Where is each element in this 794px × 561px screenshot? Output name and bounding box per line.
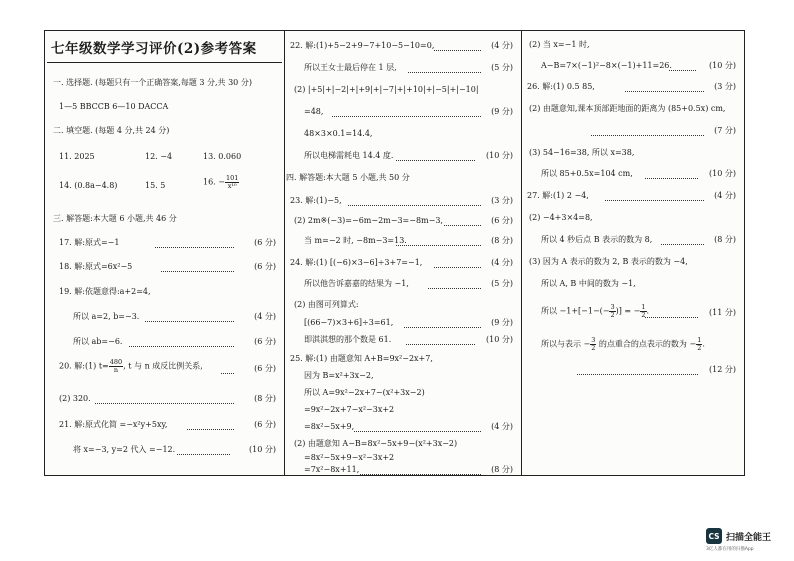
answer-25-part2: (2) 由题意知 A−B=8x²−5x+9−(x²+3x−2)	[294, 439, 458, 448]
answer-27-calc: 所以 −1+[−1−(− $\frac{3}{2}$ )] = − $\frac{1}{2}$ .	[541, 303, 650, 319]
answer-14: 14. (0.8a−4.8)	[59, 181, 118, 190]
answer-25-step2: 所以 A=9x²−2x+7−(x²+3x−2)	[304, 388, 425, 397]
leader-dots	[332, 116, 481, 117]
answer-19: 19. 解:依题意得:a+2=4,	[59, 287, 151, 296]
section-1-heading: 一. 选择题. (每题只有一个正确答案,每题 3 分,共 30 分)	[53, 78, 252, 87]
score-21: (6 分)	[254, 420, 276, 429]
leader-dots	[155, 247, 234, 248]
answer-25-step5: =8x²−5x+9−x²−3x+2	[304, 453, 395, 462]
fraction: $\frac{1}{2}$	[697, 336, 702, 352]
score-25-part2: (8 分)	[491, 465, 513, 474]
leader-dots	[408, 72, 481, 73]
leader-dots	[396, 160, 475, 161]
answer-19-step: 所以 a=2, b=−3.	[73, 312, 140, 321]
scanner-app-name: 扫描全能王	[726, 532, 772, 543]
leader-dots	[187, 429, 234, 430]
scanner-tagline: 3亿人都在用的扫描App	[706, 547, 754, 552]
score-21-final: (10 分)	[249, 445, 276, 454]
leader-dots	[129, 346, 234, 347]
answer-21-final: 将 x=−3, y=2 代入 =−12.	[73, 445, 176, 454]
score-17: (6 分)	[254, 238, 276, 247]
score-27-step: (8 分)	[714, 235, 736, 244]
score-23-final: (8 分)	[491, 236, 513, 245]
scanner-logo-icon: CS	[706, 528, 722, 544]
fraction: $\frac{3}{2}$	[591, 336, 596, 352]
scanner-watermark	[706, 528, 771, 544]
leader-dots	[221, 373, 234, 374]
leader-dots	[669, 70, 696, 71]
leader-dots	[434, 50, 481, 51]
score-25: (4 分)	[491, 422, 513, 431]
answer-24-final: 即淇淇想的那个数是 61.	[304, 335, 392, 344]
answer-25-step4: =8x²−5x+9,	[304, 422, 355, 431]
score-26: (3 分)	[714, 82, 736, 91]
answer-20: 20. 解:(1) t= $\frac{480}{n}$ , t 与 n 成反比例关系,	[59, 358, 203, 374]
section-4-heading: 四. 解答题:本大题 5 小题,共 50 分	[286, 173, 410, 182]
leader-dots	[95, 403, 234, 404]
leader-dots	[661, 244, 704, 245]
score-23: (3 分)	[491, 196, 513, 205]
fraction: $\frac{101}{\text{x¹⁰}}$	[225, 174, 239, 190]
leader-dots	[428, 288, 481, 289]
leader-dots	[360, 474, 481, 475]
answer-26: 26. 解:(1) 0.5 85,	[527, 82, 595, 91]
score-19-final: (6 分)	[254, 337, 276, 346]
answer-22-step: 所以王女士最后停在 1 层,	[304, 63, 397, 72]
score-18: (6 分)	[254, 262, 276, 271]
answer-23-part2: (2) 2m※(−3)=−6m−2m−3=−8m−3,	[294, 216, 443, 225]
fraction: $\frac{3}{2}$	[610, 303, 615, 319]
answer-12: 12. −4	[145, 152, 173, 161]
answer-25: 25. 解:(1) 由题意知 A+B=9x²−2x+7,	[290, 354, 433, 363]
answer-24-part2: (2) 由图可列算式:	[294, 300, 359, 309]
answer-26-part3: (3) 54−16=38, 所以 x=38,	[529, 148, 635, 157]
answer-25-part3: (2) 当 x=−1 时,	[529, 40, 590, 49]
answer-25-result: A−B=7×(−1)²−8×(−1)+11=26.	[541, 61, 672, 70]
answer-22-final: 所以电梯需耗电 14.4 度.	[304, 151, 394, 160]
score-26-final: (10 分)	[709, 169, 736, 178]
answer-16: 16. − $\frac{101}{\text{x¹⁰}}$	[203, 174, 239, 190]
answer-26-final: 所以 85+0.5x=104 cm,	[541, 169, 633, 178]
fraction: $\frac{480}{n}$	[109, 358, 123, 374]
answer-27-part3: (3) 因为 A 表示的数为 2, B 表示的数为 −4,	[529, 257, 688, 266]
score-20: (6 分)	[254, 364, 276, 373]
leader-dots	[396, 245, 481, 246]
leader-dots	[145, 321, 234, 322]
answer-24-calc: [(66−7)×3+6]÷3=61,	[304, 318, 394, 327]
title-divider	[47, 62, 282, 63]
answer-13: 13. 0.060	[203, 152, 242, 161]
leader-dots	[434, 267, 481, 268]
fraction: $\frac{1}{2}$	[641, 303, 646, 319]
score-23-part2: (6 分)	[491, 216, 513, 225]
leader-dots	[645, 317, 698, 318]
answer-sheet	[44, 30, 745, 476]
leader-dots	[177, 454, 230, 455]
answer-22-part2: (2) |+5|+|−2|+|+9|+|−7|+|+10|+|−5|+|−10|	[294, 85, 479, 94]
answer-25-step3: =9x²−2x+7−x²−3x+2	[304, 405, 395, 414]
score-24-calc: (9 分)	[491, 318, 513, 327]
answer-15: 15. 5	[145, 181, 166, 190]
answer-27-part2: (2) −4+3×4=8,	[529, 213, 593, 222]
answer-23-final: 当 m=−2 时, −8m−3=13.	[304, 236, 407, 245]
answer-17: 17. 解:原式=−1	[59, 238, 120, 247]
choice-answers: 1—5 BBCCB 6—10 DACCA	[59, 102, 169, 111]
leader-dots	[161, 271, 234, 272]
answer-25-step6: =7x²−8x+11,	[304, 465, 360, 474]
score-22-total: (9 分)	[491, 107, 513, 116]
answer-18: 18. 解:原式=6x²−5	[59, 262, 133, 271]
leader-dots	[625, 91, 704, 92]
leader-dots	[645, 178, 698, 179]
score-20-part2: (8 分)	[254, 394, 276, 403]
score-24-final: (10 分)	[486, 335, 513, 344]
score-24-step: (5 分)	[491, 279, 513, 288]
score-27: (4 分)	[714, 191, 736, 200]
answer-19-final: 所以 ab=−6.	[73, 337, 123, 346]
score-22-step: (5 分)	[491, 63, 513, 72]
answer-26-part2: (2) 由题意知,课本顶部距地面的距离为 (85+0.5x) cm,	[529, 104, 726, 113]
score-25-result: (10 分)	[709, 61, 736, 70]
answer-22: 22. 解:(1)+5−2+9−7+10−5−10=0,	[290, 41, 435, 50]
score-26-part2: (7 分)	[714, 126, 736, 135]
answer-21: 21. 解:原式化简 =−x²y+5xy,	[59, 420, 168, 429]
score-22: (4 分)	[491, 41, 513, 50]
column-3	[521, 31, 744, 475]
leader-dots	[404, 327, 481, 328]
answer-27-final: 所以与表示 − $\frac{3}{2}$ 的点重合的点表示的数为 − $\frac{1}{2}$ .	[541, 336, 705, 352]
page-title: 七年级数学学习评价(2)参考答案	[51, 41, 257, 57]
column-1	[45, 31, 285, 475]
answer-11: 11. 2025	[59, 152, 95, 161]
answer-25-step1: 因为 B=x²+3x−2,	[304, 371, 374, 380]
section-3-heading: 三. 解答题:本大题 6 小题,共 46 分	[53, 214, 177, 223]
answer-20-part2: (2) 320.	[59, 394, 91, 403]
answer-27-middle: 所以 A, B 中间的数为 −1,	[541, 279, 636, 288]
answer-24-step: 所以他告诉嘉嘉的结果为 −1,	[304, 279, 409, 288]
leader-dots	[444, 225, 481, 226]
section-2-heading: 二. 填空题. (每题 4 分,共 24 分)	[53, 126, 170, 135]
leader-dots	[354, 431, 481, 432]
leader-dots	[605, 200, 704, 201]
score-19-step: (4 分)	[254, 312, 276, 321]
answer-22-calc: 48×3×0.1=14.4,	[304, 129, 373, 138]
answer-24: 24. 解:(1) [(−6)×3−6]÷3+7=−1,	[290, 258, 423, 267]
leader-dots	[406, 344, 475, 345]
answer-22-total: =48,	[304, 107, 324, 116]
leader-dots	[348, 205, 481, 206]
score-27-calc: (11 分)	[709, 308, 736, 317]
answer-23: 23. 解:(1)−5,	[290, 196, 342, 205]
column-2	[284, 31, 522, 475]
leader-dots	[577, 374, 698, 375]
score-22-final: (10 分)	[486, 151, 513, 160]
answer-27-step: 所以 4 秒后点 B 表示的数为 8,	[541, 235, 653, 244]
leader-dots	[591, 135, 704, 136]
answer-27: 27. 解:(1) 2 −4,	[527, 191, 589, 200]
score-27-final: (12 分)	[709, 365, 736, 374]
score-24: (4 分)	[491, 258, 513, 267]
